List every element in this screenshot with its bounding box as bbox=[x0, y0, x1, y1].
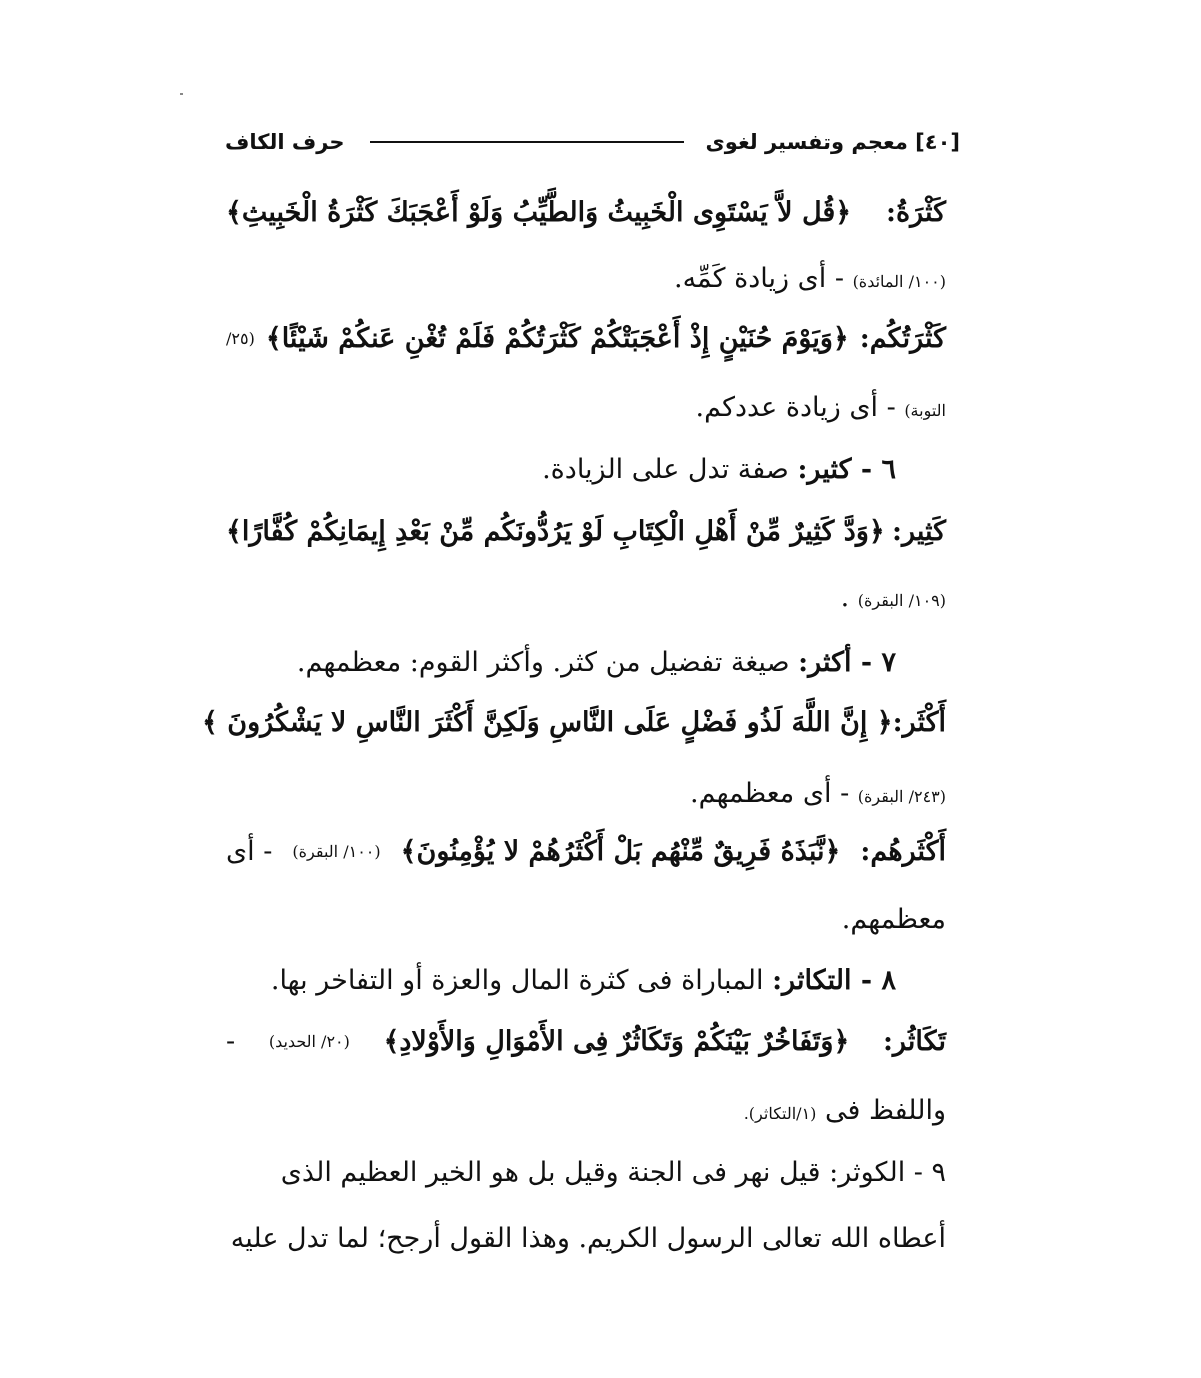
entry-word: ٧ - أكثر: bbox=[798, 647, 896, 678]
entry-text: أعطاه الله تعالى الرسول الكريم. وهذا القول أرجح؛ لما تدل عليه bbox=[230, 1223, 946, 1254]
entry-line bbox=[744, 1091, 946, 1134]
entry-line bbox=[202, 703, 946, 743]
entry-text: معظمهم. bbox=[841, 904, 946, 935]
entry-line bbox=[226, 319, 946, 359]
verse-reference: (٢٥/ bbox=[226, 329, 255, 348]
entry-line bbox=[674, 259, 946, 302]
entry-line bbox=[842, 900, 946, 940]
entry-text: - أى زيادة كَمِّه. bbox=[673, 263, 844, 294]
entry-line bbox=[297, 643, 896, 683]
entry-line bbox=[226, 832, 946, 872]
quran-quote: ﴿وَيَوْمَ حُنَيْنٍ إِذْ أَعْجَبَتْكُمْ كَثْرَتُكُمْ فَلَمْ تُغْنِ عَنكُمْ شَيْئًا﴾ bbox=[265, 323, 849, 354]
page-mark bbox=[180, 93, 183, 95]
book-title: معجم وتفسير لغوى bbox=[705, 130, 908, 154]
entry-text: - أى bbox=[226, 836, 273, 867]
entry-line bbox=[841, 578, 946, 621]
entry-text: . bbox=[840, 582, 850, 613]
entry-text: - bbox=[226, 1026, 236, 1057]
verse-reference: (٢٠/ الحديد) bbox=[268, 1032, 350, 1051]
verse-reference: (١٠٠/ البقرة) bbox=[292, 842, 381, 861]
entry-word: كَثْرَتُكُم: bbox=[859, 323, 946, 354]
entry-text: صيغة تفضيل من كثر. وأكثر القوم: معظمهم. bbox=[296, 647, 790, 678]
entry-line bbox=[271, 961, 896, 1001]
entry-word: أَكْثَر: bbox=[892, 707, 946, 738]
quran-quote: ﴿نَّبَذَهُ فَرِيقٌ مِّنْهُم بَلْ أَكْثَرُهُمْ لا يُؤْمِنُونَ﴾ bbox=[400, 836, 841, 867]
entry-text: - أى زيادة عددكم. bbox=[695, 392, 896, 423]
verse-reference: (١٠٩/ البقرة) bbox=[857, 591, 946, 610]
entry-line bbox=[696, 388, 946, 431]
entry-word: أَكْثَرهُم: bbox=[860, 836, 946, 867]
page-number: [٤٠] bbox=[915, 130, 960, 154]
verse-reference: التوبة) bbox=[904, 401, 946, 420]
header-left-group bbox=[706, 130, 960, 154]
entry-word: ٦ - كثير: bbox=[797, 454, 896, 485]
entry-line bbox=[226, 512, 946, 552]
quran-quote: ﴿وَتَفَاخُرٌ بَيْنَكُمْ وَتَكَاثُرٌ فِى الأَمْوَالِ وَالأَوْلادِ﴾ bbox=[383, 1026, 850, 1057]
verse-reference: (١٠٠/ المائدة) bbox=[852, 272, 946, 291]
section-title: حرف الكاف bbox=[225, 130, 345, 154]
entry-word: كَثْرَةُ: bbox=[885, 197, 946, 228]
entry-line bbox=[226, 193, 946, 233]
entry-word: تَكَاثُر: bbox=[882, 1026, 946, 1057]
entry-line bbox=[226, 1219, 946, 1259]
page-header bbox=[225, 125, 960, 159]
entry-text: واللفظ فى bbox=[825, 1095, 946, 1126]
quran-quote: ﴿وَدَّ كَثِيرٌ مِّنْ أَهْلِ الْكِتَابِ لَوْ يَرُدُّونَكُم مِّنْ بَعْدِ إِيمَانِكُمْ كُفَّارًا﴾ bbox=[226, 516, 885, 547]
quran-quote: ﴿قُل لاَّ يَسْتَوِى الْخَبِيثُ وَالطَّيِّبُ وَلَوْ أَعْجَبَكَ كَثْرَةُ الْخَبِيثِ﴾ bbox=[226, 197, 852, 228]
entry-word: ٨ - التكاثر: bbox=[772, 965, 896, 996]
entry-text: صفة تدل على الزيادة. bbox=[542, 454, 789, 485]
entry-text: - أى معظمهم. bbox=[690, 778, 850, 809]
entry-text: ٩ - الكوثر: قيل نهر فى الجنة وقيل بل هو الخير العظيم الذى bbox=[280, 1157, 946, 1188]
entry-line bbox=[226, 1022, 946, 1062]
entry-word: كَثِير: bbox=[891, 516, 946, 547]
verse-reference: (٢٤٣/ البقرة) bbox=[857, 787, 946, 806]
entry-text: المباراة فى كثرة المال والعزة أو التفاخر بها. bbox=[270, 965, 764, 996]
verse-reference: (١/التكاثر). bbox=[743, 1104, 817, 1123]
entry-line bbox=[226, 1153, 946, 1193]
entry-line bbox=[690, 774, 946, 817]
header-rule bbox=[370, 141, 683, 143]
entry-line bbox=[542, 450, 896, 490]
quran-quote: ﴿ إِنَّ اللَّهَ لَذُو فَضْلٍ عَلَى النَّاسِ وَلَكِنَّ أَكْثَرَ النَّاسِ لا يَشْكُرُونَ ﴾ bbox=[202, 707, 893, 738]
